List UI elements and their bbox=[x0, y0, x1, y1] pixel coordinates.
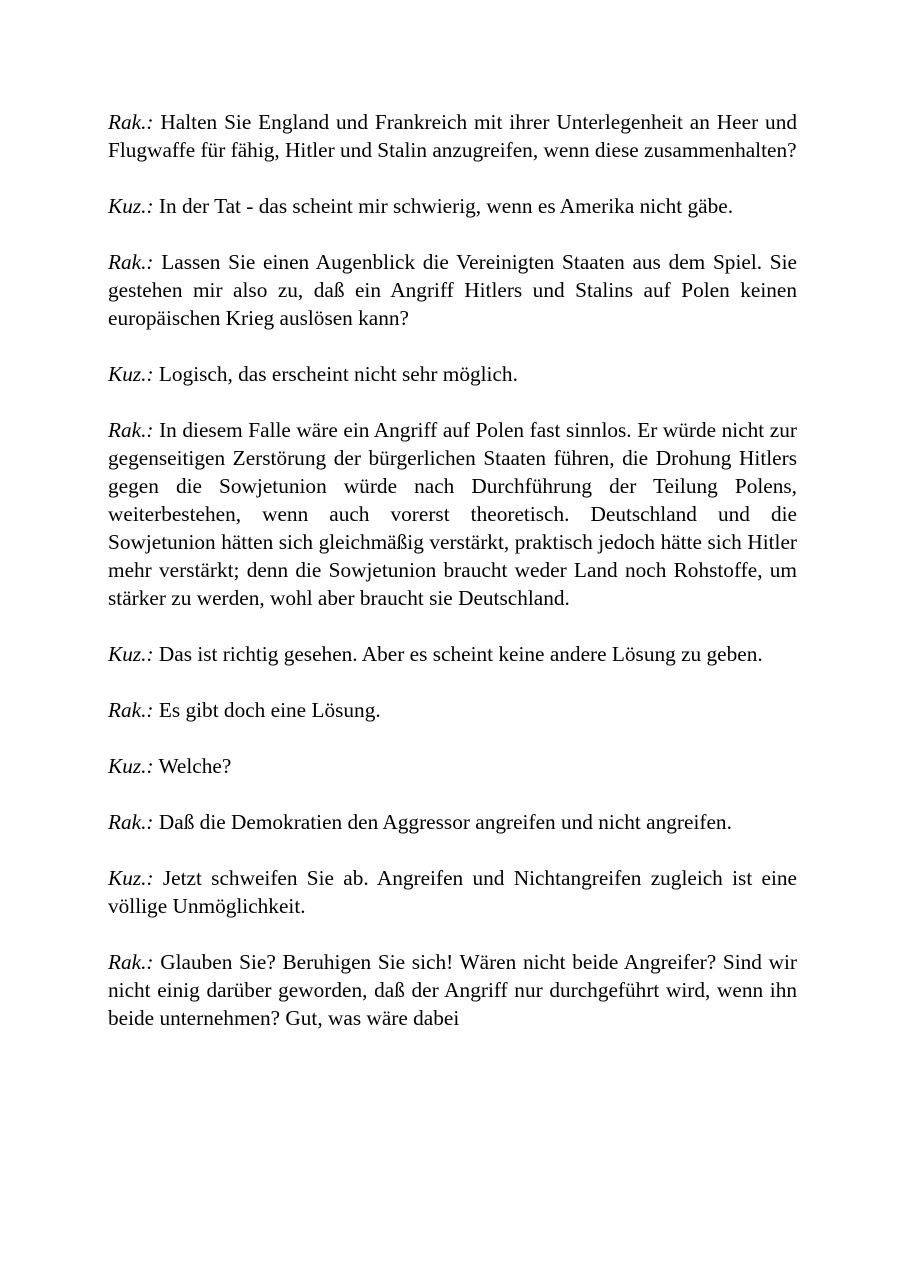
dialogue-paragraph bbox=[108, 696, 797, 724]
paragraph-text: Daß die Demokratien den Aggressor angreifen und nicht angreifen. bbox=[158, 810, 732, 834]
dialogue-paragraph bbox=[108, 416, 797, 612]
speaker-label: Rak.: bbox=[108, 950, 154, 974]
speaker-label: Rak.: bbox=[108, 698, 154, 722]
paragraph-text: Halten Sie England und Frankreich mit ihrer Unterlegenheit an Heer und Flugwaffe für fähig, Hitler und Stalin anzugreifen, wenn diese zusammenhalten? bbox=[108, 110, 797, 162]
dialogue-paragraph bbox=[108, 808, 797, 836]
dialogue-paragraph bbox=[108, 360, 797, 388]
dialogue-paragraph bbox=[108, 108, 797, 164]
dialogue-paragraph bbox=[108, 192, 797, 220]
paragraph-text: In diesem Falle wäre ein Angriff auf Polen fast sinnlos. Er würde nicht zur gegenseitigen Zerstörung der bürgerlichen Staaten führen, die Drohung Hitlers gegen die Sowjetunion würde nach Durchführung der Teilung Polens, weiterbestehen, wenn auch vorerst theoretisch. Deutschland und die Sowjetunion hätten sich gleichmäßig verstärkt, praktisch jedoch hätte sich Hitler mehr verstärkt; denn die Sowjetunion braucht weder Land noch Rohstoffe, um stärker zu werden, wohl aber braucht sie Deutschland. bbox=[108, 418, 797, 610]
speaker-label: Rak.: bbox=[108, 418, 154, 442]
paragraph-text: Jetzt schweifen Sie ab. Angreifen und Nichtangreifen zugleich ist eine völlige Unmöglichkeit. bbox=[108, 866, 798, 918]
dialogue-paragraph bbox=[108, 948, 797, 1032]
dialogue-paragraph bbox=[108, 640, 797, 668]
paragraph-text: In der Tat - das scheint mir schwierig, wenn es Amerika nicht gäbe. bbox=[158, 194, 734, 218]
paragraph-text: Es gibt doch eine Lösung. bbox=[158, 698, 381, 722]
dialogue-paragraph bbox=[108, 752, 797, 780]
speaker-label: Kuz.: bbox=[108, 194, 154, 218]
dialogue-paragraph bbox=[108, 864, 797, 920]
speaker-label: Kuz.: bbox=[108, 754, 154, 778]
speaker-label: Kuz.: bbox=[108, 866, 154, 890]
document-page bbox=[108, 108, 797, 1060]
paragraph-text: Logisch, das erscheint nicht sehr möglich. bbox=[158, 362, 518, 386]
paragraph-text: Lassen Sie einen Augenblick die Vereinigten Staaten aus dem Spiel. Sie gestehen mir also zu, daß ein Angriff Hitlers und Stalins auf Polen keinen europäischen Krieg auslösen kann? bbox=[108, 250, 797, 330]
speaker-label: Rak.: bbox=[108, 110, 154, 134]
paragraph-text: Welche? bbox=[158, 754, 232, 778]
speaker-label: Rak.: bbox=[108, 810, 154, 834]
paragraph-text: Das ist richtig gesehen. Aber es scheint keine andere Lösung zu geben. bbox=[158, 642, 763, 666]
speaker-label: Rak.: bbox=[108, 250, 154, 274]
speaker-label: Kuz.: bbox=[108, 642, 154, 666]
paragraph-text: Glauben Sie? Beruhigen Sie sich! Wären nicht beide Angreifer? Sind wir nicht einig darüber geworden, daß der Angriff nur durchgeführt wird, wenn ihn beide unternehmen? Gut, was wäre dabei bbox=[108, 950, 798, 1030]
dialogue-paragraph bbox=[108, 248, 797, 332]
speaker-label: Kuz.: bbox=[108, 362, 154, 386]
